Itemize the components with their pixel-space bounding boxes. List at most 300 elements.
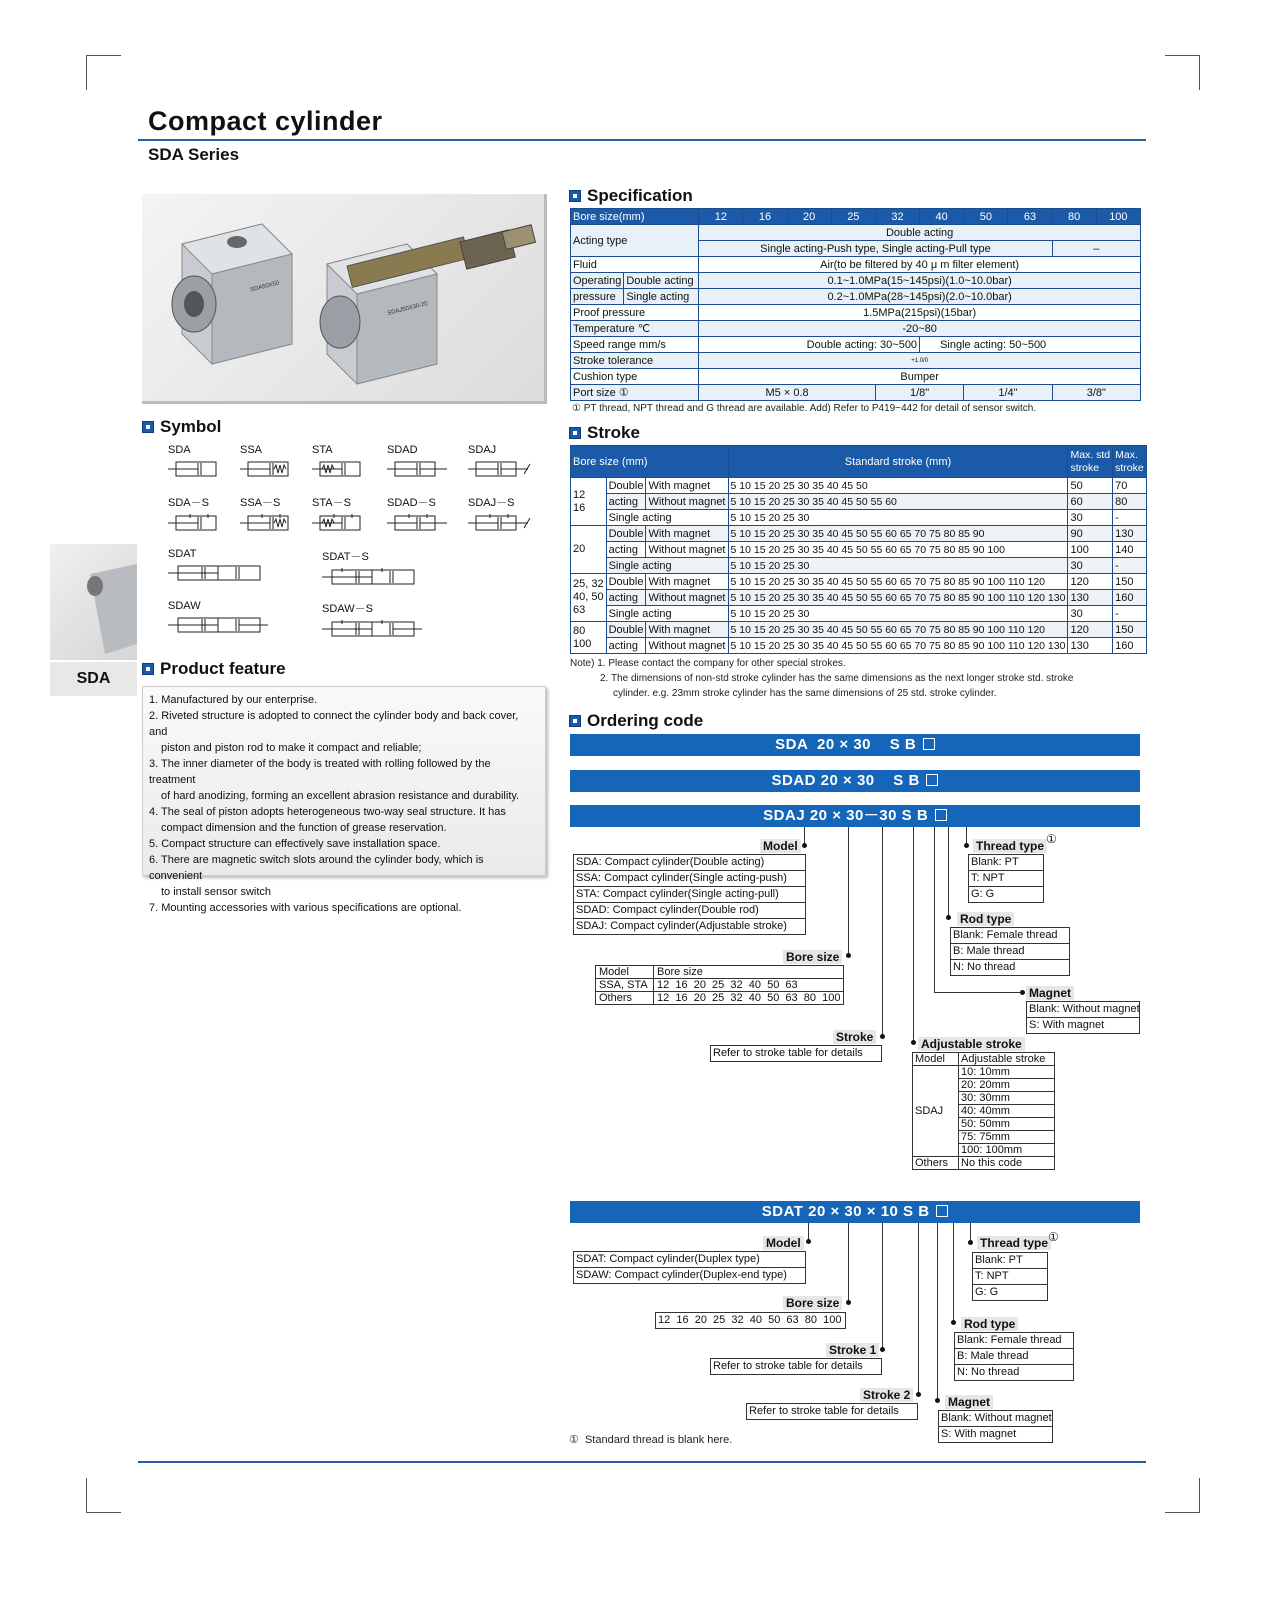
- stroke-type-cell: With magnet: [646, 622, 728, 638]
- thread-option: T: NPT: [973, 1269, 1047, 1285]
- adj-cell: No this code: [959, 1157, 1055, 1170]
- stroke-type-cell: Single acting: [606, 606, 728, 622]
- symbol-label: SDA－S: [168, 497, 209, 509]
- order-code-bar: [570, 805, 1140, 827]
- dot: [880, 1347, 885, 1352]
- spec-cell: -20~80: [699, 321, 1141, 337]
- stroke-value-cell: 5 10 15 20 25 30 35 40 45 50 55 60 65 70 75 80 85 90 100 110 120 130: [728, 638, 1068, 654]
- footnote-marker-icon: ①: [1046, 832, 1057, 846]
- stroke-value-cell: -: [1113, 606, 1147, 622]
- stroke-type-cell: With magnet: [646, 574, 728, 590]
- dot: [846, 1300, 851, 1305]
- stroke-value-cell: 130: [1068, 638, 1113, 654]
- adj-cell: Others: [913, 1157, 959, 1170]
- stroke-type-cell: Without magnet: [646, 590, 728, 606]
- spec-header-cell: 32: [875, 209, 919, 225]
- spec-row-label: Stroke tolerance: [571, 353, 699, 369]
- stroke-value-cell: 30: [1068, 510, 1113, 526]
- stroke-value-cell: 50: [1068, 478, 1113, 494]
- symbol-label: STA－S: [312, 497, 351, 509]
- dot: [935, 1398, 940, 1403]
- stroke-type-cell: Single acting: [606, 510, 728, 526]
- magnet-option: S: With magnet: [1029, 1019, 1105, 1031]
- stroke-header-cell: [1113, 446, 1147, 478]
- cylinder-symbol: [322, 548, 422, 590]
- stroke-value-cell: 70: [1113, 478, 1147, 494]
- stroke-value-cell: 160: [1113, 590, 1147, 606]
- stroke-header-cell: Bore size (mm): [571, 446, 729, 478]
- cylinder-symbol-icon: [468, 510, 534, 536]
- spec-cell: –: [1052, 241, 1140, 257]
- spec-cell: 0.2~1.0MPa(28~145psi)(2.0~10.0bar): [699, 289, 1141, 305]
- stroke-heading: Stroke: [569, 423, 640, 443]
- spec-header-cell: 25: [831, 209, 875, 225]
- model-list: [573, 1251, 806, 1284]
- feature-list: [142, 686, 546, 914]
- spec-cell: 1/8": [875, 385, 963, 401]
- feature-item: 5. Compact structure can effectively save installation space.: [149, 838, 441, 850]
- spec-cell: +1.0/0: [699, 353, 1141, 369]
- order-code-text: SDAD 20 × 30 S B: [771, 772, 920, 789]
- stroke-ref-text: Refer to stroke table for details: [749, 1405, 899, 1417]
- header-rule: [138, 139, 1146, 141]
- stroke-bore-text: 80: [573, 624, 586, 637]
- product-photo: [142, 194, 547, 404]
- bore-cell: 12 16 20 25 32 40 50 63: [654, 979, 844, 992]
- stroke-value-cell: 5 10 15 20 25 30 35 40 45 50 55 60 65 70 75 80 85 90 100: [728, 542, 1068, 558]
- stroke-value-cell: 90: [1068, 526, 1113, 542]
- spec-row-label: Single acting: [624, 289, 699, 305]
- magnet-option: S: With magnet: [941, 1428, 1017, 1440]
- stroke-table: [570, 445, 1147, 654]
- thread-option: Blank: PT: [969, 855, 1043, 871]
- magnet-list: [938, 1410, 1053, 1443]
- cylinder-symbol: [322, 600, 422, 642]
- adj-cell: 20: 20mm: [959, 1079, 1055, 1092]
- stroke-value-cell: 150: [1113, 622, 1147, 638]
- stroke-header-text: Max. std: [1070, 448, 1111, 461]
- bore-cell: SSA, STA: [596, 979, 654, 992]
- stroke-type-cell: Without magnet: [646, 638, 728, 654]
- stroke-bore-text: 100: [573, 637, 592, 650]
- cylinder-symbol: [387, 444, 453, 482]
- section-square-icon: [569, 715, 581, 727]
- stroke-value-cell: 5 10 15 20 25 30 35 40 45 50: [728, 478, 1068, 494]
- photo-label: SDA50X50: [249, 280, 280, 294]
- spec-header-cell: 12: [699, 209, 743, 225]
- bore-size-table: [595, 965, 844, 1005]
- stroke-type-cell: Single acting: [606, 558, 728, 574]
- adj-cell: SDAJ: [913, 1066, 959, 1157]
- bore-size-label: Bore size: [783, 1296, 842, 1310]
- footnote-marker-icon: ①: [1048, 1230, 1059, 1244]
- feature-item: piston and piston rod to make it compact and reliable;: [161, 742, 422, 754]
- cylinder-symbol: [240, 444, 306, 482]
- model-option: SDAJ: Compact cylinder(Adjustable stroke): [576, 920, 787, 932]
- adj-cell: 50: 50mm: [959, 1118, 1055, 1131]
- dot: [880, 1034, 885, 1039]
- blank-box-icon: [936, 1205, 948, 1217]
- dot: [964, 843, 969, 848]
- section-square-icon: [569, 190, 581, 202]
- leader-line: [882, 1223, 883, 1351]
- stroke-value-cell: 130: [1068, 590, 1113, 606]
- rod-option: N: No thread: [957, 1366, 1020, 1378]
- leader-line: [882, 827, 883, 1037]
- stroke-header-text: stroke: [1115, 461, 1144, 474]
- model-option: SDAT: Compact cylinder(Duplex type): [574, 1252, 805, 1268]
- leader-line: [937, 1223, 938, 1401]
- series-title: SDA Series: [148, 145, 240, 164]
- crop-mark: [86, 55, 121, 90]
- cylinder-symbol-icon: [168, 456, 234, 482]
- stroke-value-cell: 60: [1068, 494, 1113, 510]
- spec-cell: M5 × 0.8: [699, 385, 876, 401]
- cylinder-symbol: [168, 494, 234, 536]
- bore-size-label: Bore size: [783, 950, 842, 964]
- stroke-value-cell: 5 10 15 20 25 30 35 40 45 50 55 60 65 70 75 80 85 90 100 110 120 130: [728, 590, 1068, 606]
- crop-mark: [1165, 1478, 1200, 1513]
- cylinder-symbol: [468, 444, 534, 482]
- adj-cell: Model: [913, 1053, 959, 1066]
- stroke-type-cell: Without magnet: [646, 542, 728, 558]
- cylinder-symbol-icon: [312, 456, 378, 482]
- feature-heading: Product feature: [142, 659, 286, 679]
- model-option: STA: Compact cylinder(Single acting-pull): [574, 887, 805, 903]
- cylinder-symbol: [168, 444, 234, 482]
- cylinder-symbol: [168, 600, 268, 638]
- stroke-type-cell: With magnet: [646, 526, 728, 542]
- adj-cell: Adjustable stroke: [959, 1053, 1055, 1066]
- stroke-header-text: Max.: [1115, 448, 1138, 461]
- dot: [968, 1240, 973, 1245]
- stroke-bore-text: 12: [573, 488, 586, 501]
- magnet-label: Magnet: [945, 1395, 993, 1409]
- stroke-value-cell: 5 10 15 20 25 30 35 40 45 50 55 60 65 70 75 80 85 90: [728, 526, 1068, 542]
- cylinder-symbol: [240, 494, 306, 536]
- model-label: Model: [760, 839, 801, 853]
- leader-line: [918, 1223, 919, 1395]
- model-option: SDA: Compact cylinder(Double acting): [574, 855, 805, 871]
- spec-cell: 1.5MPa(215psi)(15bar): [699, 305, 1141, 321]
- feature-item: 2. Riveted structure is adopted to connect the cylinder body and back cover, and: [149, 710, 519, 738]
- stroke-ref-text: Refer to stroke table for details: [713, 1047, 863, 1059]
- rod-option: Blank: Female thread: [951, 928, 1069, 944]
- bore-cell: Others: [596, 992, 654, 1005]
- cylinder-symbol: [387, 494, 453, 536]
- spec-table: [570, 208, 1141, 401]
- dot: [916, 1392, 921, 1397]
- spec-cell: 1/4": [964, 385, 1052, 401]
- stroke-type-cell: Double: [606, 478, 646, 494]
- cylinder-symbol: [312, 444, 378, 482]
- dot: [951, 1320, 956, 1325]
- bore-size-box: [655, 1312, 846, 1329]
- symbol-label: SDAT: [168, 548, 197, 560]
- stroke-note: 2. The dimensions of non-std stroke cylinder has the same dimensions as the next longer stroke std. stroke: [600, 673, 1074, 684]
- spec-cell: Air(to be filtered by 40 μ m filter element): [699, 257, 1141, 273]
- adj-cell: 10: 10mm: [959, 1066, 1055, 1079]
- cylinder-symbol-icon: [468, 456, 534, 482]
- leader-line: [970, 1223, 971, 1241]
- feature-item: 1. Manufactured by our enterprise.: [149, 694, 318, 706]
- spec-header-cell: 80: [1052, 209, 1096, 225]
- stroke-value-cell: 150: [1113, 574, 1147, 590]
- leader-line: [934, 992, 1022, 993]
- stroke-bore-text: 25, 32: [573, 578, 604, 590]
- cylinder-symbol-icon: [387, 456, 453, 482]
- stroke-bore-cell: [571, 478, 607, 526]
- feature-item: compact dimension and the function of grease reservation.: [161, 822, 447, 834]
- symbol-label: SDAT－S: [322, 551, 369, 563]
- feature-item: 6. There are magnetic switch slots around the cylinder body, which is convenient: [149, 854, 484, 882]
- stroke-value-cell: 120: [1068, 622, 1113, 638]
- rod-option: B: Male thread: [951, 944, 1069, 960]
- spec-cell: Bumper: [699, 369, 1141, 385]
- magnet-option: Blank: Without magnet: [939, 1411, 1052, 1427]
- dot: [1020, 990, 1025, 995]
- thread-option: T: NPT: [969, 871, 1043, 887]
- stroke-value-cell: 30: [1068, 558, 1113, 574]
- order-code-text: SDAT 20 × 30 × 10 S B: [761, 1203, 930, 1220]
- rod-option: N: No thread: [953, 961, 1016, 973]
- spec-row-label: Cushion type: [571, 369, 699, 385]
- bore-cell: Model: [596, 966, 654, 979]
- spec-row-label: Operating: [571, 273, 624, 289]
- adj-cell: 40: 40mm: [959, 1105, 1055, 1118]
- cylinder-symbol-icon: [387, 510, 453, 536]
- symbol-label: SDAD: [387, 444, 418, 456]
- spec-header-cell: 50: [964, 209, 1008, 225]
- photo-label: SDAJ50X30-20: [386, 301, 429, 317]
- thread-list: [968, 854, 1044, 903]
- feature-item: to install sensor switch: [161, 886, 272, 898]
- spec-row-label: Port size ①: [571, 385, 699, 401]
- stroke-value-cell: -: [1113, 558, 1147, 574]
- symbol-label: SDAJ－S: [468, 497, 515, 509]
- stroke-value-cell: 5 10 15 20 25 30: [728, 510, 1068, 526]
- feature-item: 7. Mounting accessories with various specifications are optional.: [149, 902, 462, 914]
- crop-mark: [86, 1478, 121, 1513]
- adjustable-stroke-label: Adjustable stroke: [918, 1037, 1025, 1051]
- thread-option: G: G: [975, 1286, 999, 1298]
- thread-option: G: G: [971, 888, 995, 900]
- model-option: SDAD: Compact cylinder(Double rod): [574, 903, 805, 919]
- cylinder-symbol-icon: [312, 510, 378, 536]
- cylinder-symbol: [312, 494, 378, 536]
- stroke2-label: Stroke 2: [860, 1388, 913, 1402]
- cylinder-symbol: [168, 548, 268, 586]
- leader-line: [934, 827, 935, 992]
- model-label: Model: [763, 1236, 804, 1250]
- magnet-list: [1026, 1001, 1140, 1034]
- footnote: ① Standard thread is blank here.: [569, 1434, 733, 1446]
- leader-line: [913, 827, 914, 1042]
- thread-list: [972, 1252, 1048, 1301]
- stroke-bore-text: 63: [573, 604, 586, 616]
- blank-box-icon: [926, 774, 938, 786]
- stroke-value-cell: 5 10 15 20 25 30: [728, 558, 1068, 574]
- spec-row-label: Proof pressure: [571, 305, 699, 321]
- cylinder-symbol-icon: [168, 612, 268, 638]
- cylinder-symbol-icon: [322, 616, 422, 642]
- section-square-icon: [142, 663, 154, 675]
- order-code-text: SDAJ 20 × 30－30 S B: [763, 807, 929, 824]
- stroke-value-cell: 80: [1113, 494, 1147, 510]
- spec-cell: Double acting: 30~500: [699, 337, 920, 353]
- order-code-bar: [570, 1201, 1140, 1223]
- rod-type-label: Rod type: [957, 912, 1014, 926]
- section-square-icon: [142, 421, 154, 433]
- feature-item: of hard anodizing, forming an excellent abrasion resistance and durability.: [161, 790, 520, 802]
- adj-cell: 30: 30mm: [959, 1092, 1055, 1105]
- magnet-label: Magnet: [1026, 986, 1074, 1000]
- section-square-icon: [569, 427, 581, 439]
- cylinder-symbol-icon: [322, 564, 422, 590]
- stroke-label: Stroke: [833, 1030, 876, 1044]
- spec-row-label: Temperature ℃: [571, 321, 699, 337]
- spec-header-cell: 40: [920, 209, 964, 225]
- leader-line: [948, 827, 949, 917]
- symbol-label: SDAW－S: [322, 603, 373, 615]
- stroke-value-cell: 5 10 15 20 25 30 35 40 45 50 55 60 65 70 75 80 85 90 100 110 120: [728, 622, 1068, 638]
- bore-cell: Bore size: [654, 966, 844, 979]
- symbol-label: SDA: [168, 444, 191, 456]
- symbol-heading: Symbol: [142, 417, 221, 437]
- spec-row-label: Fluid: [571, 257, 699, 273]
- spec-cell: 0.1~1.0MPa(15~145psi)(1.0~10.0bar): [699, 273, 1141, 289]
- symbol-label: SSA－S: [240, 497, 281, 509]
- leader-line: [848, 1223, 849, 1303]
- ordering-heading: Ordering code: [569, 711, 703, 731]
- stroke-value-cell: -: [1113, 510, 1147, 526]
- rod-option: Blank: Female thread: [955, 1333, 1073, 1349]
- spec-header-cell: 63: [1008, 209, 1052, 225]
- symbol-label: SDAW: [168, 600, 201, 612]
- dot: [911, 1040, 916, 1045]
- spec-row-label: Double acting: [624, 273, 699, 289]
- thread-option: Blank: PT: [973, 1253, 1047, 1269]
- spec-row-label: Speed range mm/s: [571, 337, 699, 353]
- stroke-type-cell: Double: [606, 526, 646, 542]
- stroke-type-cell: With magnet: [646, 478, 728, 494]
- magnet-option: Blank: Without magnet: [1027, 1002, 1139, 1018]
- spec-header-cell: 20: [787, 209, 831, 225]
- adj-cell: 100: 100mm: [959, 1144, 1055, 1157]
- dot: [806, 1239, 811, 1244]
- model-list: [573, 854, 806, 935]
- stroke-note: Note) 1. Please contact the company for other special strokes.: [570, 658, 846, 669]
- spec-row-label: Acting type: [571, 225, 699, 257]
- stroke-bore-cell: [571, 526, 607, 574]
- thread-type-label: Thread type: [977, 1236, 1051, 1250]
- stroke-value-cell: 30: [1068, 606, 1113, 622]
- symbol-label: SDAJ: [468, 444, 497, 456]
- side-tab-image: [50, 544, 137, 660]
- spec-header-cell: 16: [743, 209, 787, 225]
- stroke-header-cell: Standard stroke (mm): [728, 446, 1068, 478]
- bore-cell: 12 16 20 25 32 40 50 63 80 100: [654, 992, 844, 1005]
- stroke-header-text: stroke: [1070, 461, 1100, 474]
- rod-type-list: [954, 1332, 1074, 1381]
- dot: [946, 915, 951, 920]
- feature-item: 3. The inner diameter of the body is treated with rolling followed by the treatment: [149, 758, 491, 786]
- spec-header-cell: 100: [1096, 209, 1140, 225]
- cylinder-symbol-icon: [168, 510, 234, 536]
- cylinder-symbol: [468, 494, 534, 536]
- stroke-type-cell: acting: [606, 494, 646, 510]
- leader-line: [953, 1223, 954, 1323]
- spec-header-cell: Bore size(mm): [571, 209, 699, 225]
- stroke-bore-cell: [571, 622, 607, 654]
- stroke-type-cell: acting: [606, 542, 646, 558]
- adj-cell: 75: 75mm: [959, 1131, 1055, 1144]
- stroke-value-cell: 130: [1113, 526, 1147, 542]
- rod-type-label: Rod type: [961, 1317, 1018, 1331]
- spec-cell: Single acting-Push type, Single acting-Pull type: [699, 241, 1052, 257]
- stroke-note: cylinder. e.g. 23mm stroke cylinder has the same dimensions of 25 std. stroke cylinder.: [613, 688, 997, 699]
- spec-cell: Single acting: 50~500: [920, 337, 1141, 353]
- stroke-value-cell: 5 10 15 20 25 30 35 40 45 50 55 60: [728, 494, 1068, 510]
- model-option: SDAW: Compact cylinder(Duplex-end type): [576, 1269, 787, 1281]
- stroke-value-cell: 5 10 15 20 25 30 35 40 45 50 55 60 65 70 75 80 85 90 100 110 120: [728, 574, 1068, 590]
- stroke-type-cell: Without magnet: [646, 494, 728, 510]
- stroke-header-cell: [1068, 446, 1113, 478]
- thread-type-label: Thread type: [973, 839, 1047, 853]
- cylinder-symbol-icon: [240, 456, 306, 482]
- leader-line: [848, 827, 849, 955]
- symbol-label: SSA: [240, 444, 263, 456]
- adjustable-stroke-table: [912, 1052, 1055, 1170]
- stroke-ref-box: [746, 1403, 918, 1420]
- spec-row-label: pressure: [571, 289, 624, 305]
- cylinder-symbol-icon: [240, 510, 306, 536]
- model-option: SSA: Compact cylinder(Single acting-push): [574, 871, 805, 887]
- symbol-label: STA: [312, 444, 333, 456]
- footer-rule: [138, 1461, 1146, 1463]
- blank-box-icon: [935, 809, 947, 821]
- spec-cell: 3/8": [1052, 385, 1140, 401]
- blank-box-icon: [923, 738, 935, 750]
- stroke-value-cell: 120: [1068, 574, 1113, 590]
- rod-type-list: [950, 927, 1070, 976]
- dot: [802, 843, 807, 848]
- stroke-value-cell: 100: [1068, 542, 1113, 558]
- stroke-value-cell: 5 10 15 20 25 30: [728, 606, 1068, 622]
- stroke-type-cell: Double: [606, 574, 646, 590]
- stroke-ref-box: [710, 1045, 882, 1062]
- stroke-bore-cell: [571, 574, 607, 622]
- stroke1-label: Stroke 1: [826, 1343, 879, 1357]
- order-code-text: SDA 20 × 30 S B: [775, 736, 917, 753]
- stroke-bore-text: 20: [573, 543, 586, 555]
- stroke-ref-box: [710, 1358, 882, 1375]
- cylinder-symbol-icon: [168, 560, 268, 586]
- stroke-ref-text: Refer to stroke table for details: [713, 1360, 863, 1372]
- rod-option: B: Male thread: [955, 1349, 1073, 1365]
- stroke-bore-text: 16: [573, 501, 586, 514]
- spec-note: ① PT thread, NPT thread and G thread are available. Add) Refer to P419~442 for detail of sensor switch.: [572, 403, 1037, 414]
- crop-mark: [1165, 55, 1200, 90]
- side-tab-label: SDA: [50, 662, 137, 696]
- stroke-type-cell: acting: [606, 590, 646, 606]
- spec-heading: Specification: [569, 186, 693, 206]
- stroke-bore-text: 40, 50: [573, 591, 604, 603]
- spec-cell: Double acting: [699, 225, 1141, 241]
- stroke-type-cell: Double: [606, 622, 646, 638]
- order-code-bar: [570, 770, 1140, 792]
- bore-size-values: 12 16 20 25 32 40 50 63 80 100: [658, 1314, 842, 1326]
